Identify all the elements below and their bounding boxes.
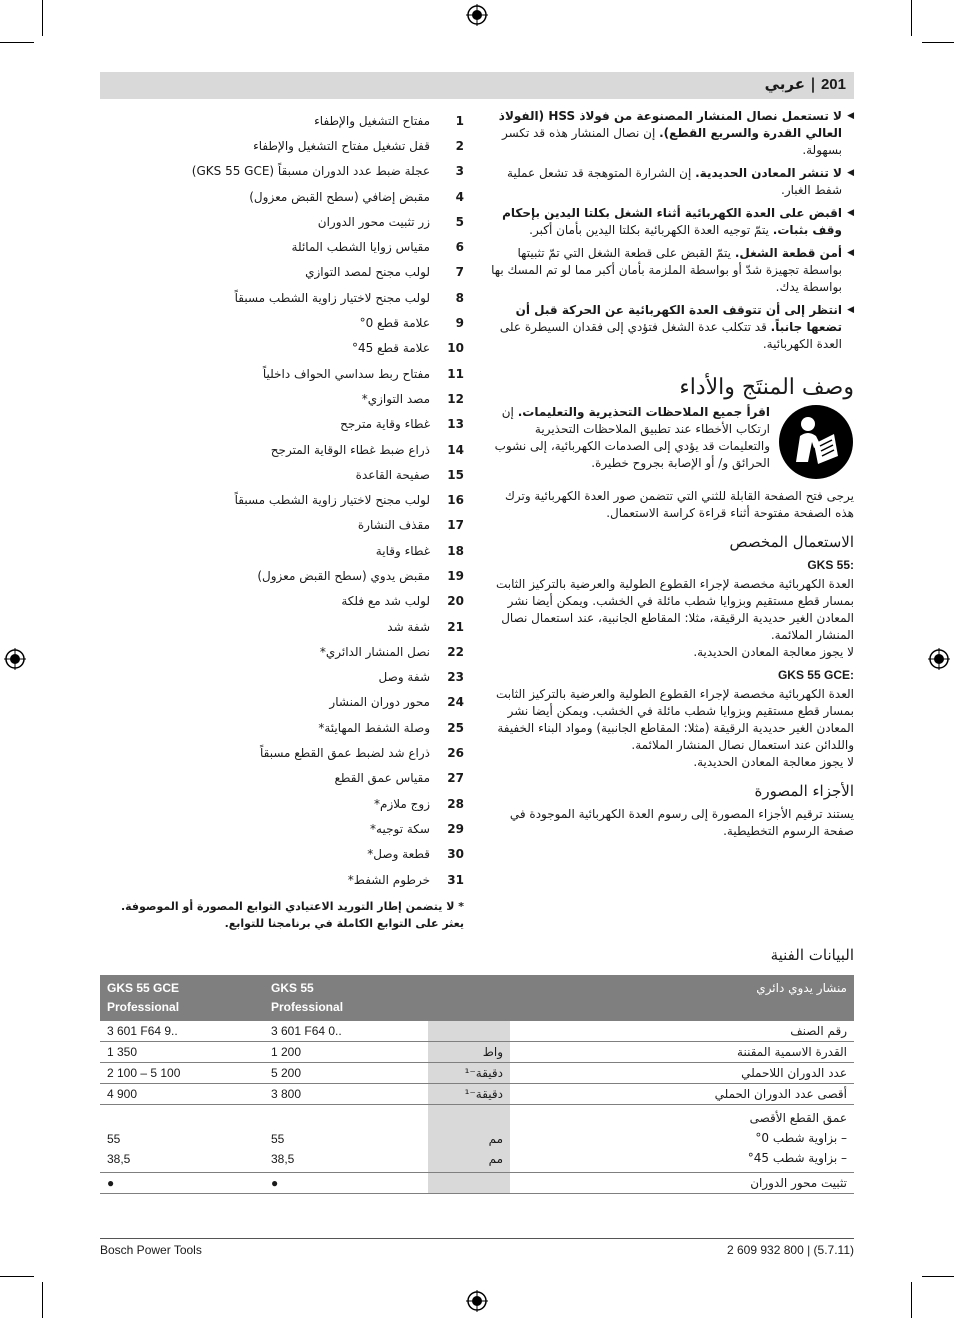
page-header-text — [765, 75, 846, 93]
part-label: لولب شد مع فلكة — [341, 594, 430, 609]
part-number: 29 — [447, 821, 464, 836]
part-label: علامة قطع 45° — [351, 341, 430, 356]
table-row — [100, 1084, 854, 1105]
bullet-bold: اقبض على العدة الكهربائية أثناء الشغل بكلتا اليدين بإحكام وقف بثبات. — [502, 206, 842, 237]
part-label: شفة وصل — [378, 670, 430, 685]
list-item — [100, 867, 464, 892]
part-label: مقبض إضافي (سطح القبض معزول) — [249, 189, 430, 204]
depth-value: 55 — [271, 1132, 285, 1146]
list-item — [100, 361, 464, 386]
footer-divider — [100, 1238, 854, 1239]
table-label: أقصى عدد الدوران الحملي — [510, 1084, 854, 1105]
part-label: لولب مجنح لمصد التوازي — [305, 265, 430, 280]
list-item — [100, 386, 464, 411]
table-cell: 2 100 – 5 100 — [100, 1063, 264, 1084]
part-label: مفتاح التشغيل والإطفاء — [314, 113, 430, 128]
part-label: نصل المنشار الدائري* — [319, 644, 430, 659]
part-label: صفيحة القاعدة — [355, 467, 430, 482]
list-item — [100, 184, 464, 209]
part-number: 3 — [455, 164, 464, 179]
list-item — [100, 462, 464, 487]
list-item — [100, 715, 464, 740]
part-number: 14 — [447, 442, 464, 457]
part-number: 28 — [447, 796, 464, 811]
model-name: GKS 55 — [271, 981, 314, 995]
table-row — [100, 1105, 854, 1173]
part-number: 13 — [447, 417, 464, 432]
spec-table — [100, 975, 854, 1194]
part-label: شفة شد — [387, 619, 430, 634]
list-item — [100, 614, 464, 639]
depth-value: 55 — [107, 1132, 121, 1146]
list-item — [100, 690, 464, 715]
table-label: عدد الدوران اللاحملي — [510, 1063, 854, 1084]
part-label: مفتاح ربط سداسي الحواف داخلياً — [262, 366, 430, 381]
part-number: 2 — [455, 138, 464, 153]
part-label: عجلة ضبط عدد الدوران مسبقاً (GKS 55 GCE) — [191, 164, 430, 179]
list-item — [100, 336, 464, 361]
table-cell: ● — [264, 1173, 428, 1194]
intended-use-gks55-text: العدة الكهربائية مخصصة لإجراء القطوع الطولية والعرضية بالتركيز الثابت بمسار قطع مستقيم وبزوايا شطب مائلة في الخشب. ويمكن أيضا نشر المعادن الغير حديدية الرقيقة، مثلا: المقاطع الجانبية، عند استعمال نصال المنشار الملائمة. — [495, 577, 854, 642]
part-number: 9 — [455, 316, 464, 331]
list-item — [100, 310, 464, 335]
part-label: وصلة الشفط المهايئة* — [318, 720, 430, 735]
crop-mark — [0, 1276, 34, 1277]
registration-mark-icon — [466, 4, 488, 26]
list-item — [100, 260, 464, 285]
part-number: 23 — [447, 670, 464, 685]
registration-mark-icon — [466, 1290, 488, 1312]
model-name: GKS 55 GCE — [107, 981, 180, 995]
safety-bullet — [490, 245, 854, 296]
crop-mark — [0, 42, 34, 43]
spec-model-1 — [100, 975, 264, 1021]
table-cell: 3 601 F64 9.. — [100, 1021, 264, 1042]
crop-mark — [922, 1276, 954, 1277]
list-item — [100, 639, 464, 664]
safety-bullet — [490, 302, 854, 353]
table-cell: 1 200 — [264, 1042, 428, 1063]
depth-unit: مم — [488, 1132, 503, 1146]
read-text: إن ارتكاب الأخطاء عند تطبيق الملاحظات التحذيرية والتعليمات قد يؤدي إلى الصدمات الكهربائية، إلى نشوب الحرائق و/ أو الإصابة بجروح خطيرة. — [494, 405, 770, 470]
list-item — [100, 842, 464, 867]
part-number: 1 — [455, 113, 464, 128]
footer-brand: Bosch Power Tools — [100, 1243, 202, 1257]
spec-header-label: منشار يدوي دائري — [428, 975, 854, 1021]
table-cell — [264, 1105, 428, 1173]
section-title-specs: البيانات الفنية — [770, 946, 854, 964]
list-item — [100, 209, 464, 234]
table-cell: 4 900 — [100, 1084, 264, 1105]
bullet-bold: لا تنشر المعادن الحديدية. — [695, 166, 842, 180]
table-unit — [428, 1173, 510, 1194]
registration-mark-icon — [4, 648, 26, 670]
table-row — [100, 1021, 854, 1042]
table-unit: دقيقة⁻¹ — [428, 1084, 510, 1105]
intended-use-gks55-note: لا يجوز معالجة المعادن الحديدية. — [693, 645, 854, 659]
part-label: غطاء وقاية — [375, 543, 430, 558]
part-label: مقذف النشارة — [357, 518, 430, 533]
list-item — [100, 412, 464, 437]
table-label: القدرة الاسمية المقننة — [510, 1042, 854, 1063]
table-label — [510, 1105, 854, 1173]
table-unit — [428, 1105, 510, 1173]
list-item — [100, 159, 464, 184]
part-label: زر تثبيت محور الدوران — [317, 214, 430, 229]
table-cell: 3 601 F64 0.. — [264, 1021, 428, 1042]
list-item — [100, 766, 464, 791]
right-column — [490, 108, 854, 840]
bullet-text: يتمّ القبض على قطعة الشغل التي تمّ تثبيتها بواسطة تجهيزة شدّ أو بواسطة الملزمة بأمان أكبر مما لو تم المسك بها بواسطة يدك. — [491, 246, 842, 294]
section-title-product: وصف المنتَج والأداء — [679, 375, 854, 400]
part-label: مقياس زوايا الشطب المائلة — [291, 240, 430, 255]
table-cell: 1 350 — [100, 1042, 264, 1063]
part-label: علامة قطع 0° — [359, 316, 430, 331]
part-number: 16 — [447, 493, 464, 508]
table-cell: 5 200 — [264, 1063, 428, 1084]
list-item — [100, 563, 464, 588]
page-number: 201 — [820, 76, 846, 93]
part-number: 8 — [455, 290, 464, 305]
bullet-bold: أمن قطعة الشغل. — [734, 246, 842, 260]
safety-bullet — [490, 165, 854, 199]
read-bold: اقرأ جميع الملاحظات التحذيرية والتعليمات. — [517, 405, 770, 419]
table-row — [100, 1173, 854, 1194]
part-label: مقياس عمق القطع — [334, 771, 430, 786]
depth-value: 38,5 — [107, 1152, 131, 1166]
part-label: لولب مجنح لاختيار زاوية الشطب مسبقاً — [234, 493, 430, 508]
section-title-parts: الأجزاء المصورة — [754, 782, 854, 800]
spec-model-2 — [264, 975, 428, 1021]
list-item — [100, 285, 464, 310]
depth-sub: – بزاوية شطب 45° — [747, 1151, 847, 1165]
table-label: رقم الصنف — [510, 1021, 854, 1042]
list-item — [100, 665, 464, 690]
bullet-text: قد تتكلب عدة الشغل فتؤدي إلى فقدان السيطرة على العدة الكهربائية. — [499, 320, 842, 351]
part-number: 22 — [447, 644, 464, 659]
part-number: 7 — [455, 265, 464, 280]
table-unit: واط — [428, 1042, 510, 1063]
part-label: ذراع شد لضبط عمق القطع مسبقاً — [259, 746, 430, 761]
crop-mark — [922, 42, 954, 43]
part-number: 19 — [447, 568, 464, 583]
model-sub: Professional — [271, 1000, 344, 1014]
part-label: مصد التوازي* — [361, 391, 430, 406]
table-row — [100, 1063, 854, 1084]
read-instructions-text — [490, 404, 770, 472]
part-label: مقبض يدوي (سطح القبض معزول) — [257, 568, 430, 583]
safety-bullet — [490, 205, 854, 239]
crop-mark — [911, 0, 912, 36]
part-number: 30 — [447, 847, 464, 862]
part-label: خرطوم الشفط* — [347, 872, 430, 887]
part-number: 10 — [447, 341, 464, 356]
part-number: 27 — [447, 771, 464, 786]
page-language: عربي — [764, 75, 806, 93]
header-separator: | — [810, 75, 816, 93]
safety-bullet — [490, 108, 854, 159]
depth-value: 38,5 — [271, 1152, 295, 1166]
bullet-bold: لا تستعمل نصال المنشار المصنوعة من فولاذ HSS (الفولاذ العالي القدرة والسريع القطع). — [498, 109, 842, 140]
model-label-gks55: GKS 55: — [807, 558, 854, 572]
spec-table-header — [100, 975, 854, 1021]
intended-use-gks55gce-note: لا يجوز معالجة المعادن الحديدية. — [693, 755, 854, 769]
model-sub: Professional — [107, 1000, 180, 1014]
part-number: 21 — [447, 619, 464, 634]
part-number: 12 — [447, 391, 464, 406]
part-number: 25 — [447, 720, 464, 735]
part-number: 15 — [447, 467, 464, 482]
list-item — [100, 133, 464, 158]
crop-mark — [911, 1282, 912, 1318]
parts-list — [100, 108, 464, 932]
part-number: 5 — [455, 214, 464, 229]
registration-mark-icon — [928, 648, 950, 670]
list-item — [100, 234, 464, 259]
fold-out-text: يرجى فتح الصفحة القابلة للثني التي تتضمن صور العدة الكهربائية وترك هذه الصفحة مفتوحة أثناء قراءة كراسة الاستعمال. — [504, 489, 854, 520]
part-number: 17 — [447, 518, 464, 533]
bullet-bold: انتظر إلى أن تتوقف العدة الكهربائية عن الحركة قبل أن تضعها جانباً. — [515, 303, 842, 334]
table-row — [100, 1042, 854, 1063]
crop-mark — [42, 1282, 43, 1318]
part-number: 11 — [447, 366, 464, 381]
bullet-text: إن الشرارة المتوهجة قد تشعل عملية شفط الغبار. — [507, 166, 842, 197]
table-unit: دقيقة⁻¹ — [428, 1063, 510, 1084]
list-item — [100, 437, 464, 462]
read-manual-icon — [778, 404, 854, 480]
list-item — [100, 816, 464, 841]
part-label: غطاء وقاية مترجح — [340, 417, 430, 432]
footer-doc-number: 2 609 932 800 | (5.7.11) — [727, 1243, 854, 1257]
depth-unit: مم — [488, 1152, 503, 1166]
part-number: 20 — [447, 594, 464, 609]
list-item — [100, 487, 464, 512]
list-item — [100, 108, 464, 133]
list-item — [100, 791, 464, 816]
crop-mark — [42, 0, 43, 36]
table-unit — [428, 1021, 510, 1042]
intended-use-gks55gce-text: العدة الكهربائية مخصصة لإجراء القطوع الطولية والعرضية بالتركيز الثابت بمسار قطع مستقيم وبزوايا شطب مائلة في الخشب. ويمكن أيضا نشر المعادن الغير حديدية الرقيقة (مثلا: المقاطع الجانبية) ومواد البناء الخفيفة واللدائن عند استعمال نصال المنشار الملائمة. — [495, 687, 854, 752]
page-header — [100, 72, 854, 99]
part-number: 26 — [447, 746, 464, 761]
part-label: سكة توجيه* — [370, 821, 430, 836]
list-item — [100, 538, 464, 563]
section-title-intended-use: الاستعمال المخصص — [729, 533, 854, 551]
model-label-gks55gce: GKS 55 GCE: — [777, 668, 854, 682]
table-cell: 3 800 — [264, 1084, 428, 1105]
part-label: قطعة وصل* — [367, 847, 430, 862]
parts-footnote: * لا يتضمن إطار التوريد الاعتيادي التوابع المصورة أو الموصوفة. يعثر على التوابع الكاملة في برنامجنا للتوابع. — [120, 900, 464, 931]
table-cell — [100, 1105, 264, 1173]
bullet-text: يتمّ توجيه العدة الكهربائية بكلتا اليدين بأمان أكبر. — [529, 223, 773, 237]
part-number: 6 — [455, 240, 464, 255]
part-label: لولب مجنح لاختيار زاوية الشطب مسبقاً — [234, 290, 430, 305]
part-number: 24 — [447, 695, 464, 710]
part-label: قفل تشغيل مفتاح التشغيل والإطفاء — [253, 138, 430, 153]
list-item — [100, 513, 464, 538]
part-label: زوج ملازم* — [374, 796, 430, 811]
part-number: 4 — [455, 189, 464, 204]
part-label: محور دوران المنشار — [329, 695, 430, 710]
list-item — [100, 589, 464, 614]
depth-sub: – بزاوية شطب 0° — [755, 1131, 847, 1145]
illustrated-parts-text: يستند ترقيم الأجزاء المصورة إلى رسوم العدة الكهربائية الموجودة في صفحة الرسوم التخطيطية. — [509, 807, 854, 838]
list-item — [100, 740, 464, 765]
part-number: 18 — [447, 543, 464, 558]
table-cell: ● — [100, 1173, 264, 1194]
table-label: تثبيت محور الدوران — [510, 1173, 854, 1194]
part-number: 31 — [447, 872, 464, 887]
read-instructions-block — [490, 404, 854, 480]
depth-label: عمق القطع الأقصى — [749, 1111, 847, 1125]
bullet-text: إن نصال المنشار هذه قد تكسر بسهولة. — [501, 126, 842, 157]
part-label: ذراع ضبط غطاء الوقاية المترجح — [270, 442, 430, 457]
